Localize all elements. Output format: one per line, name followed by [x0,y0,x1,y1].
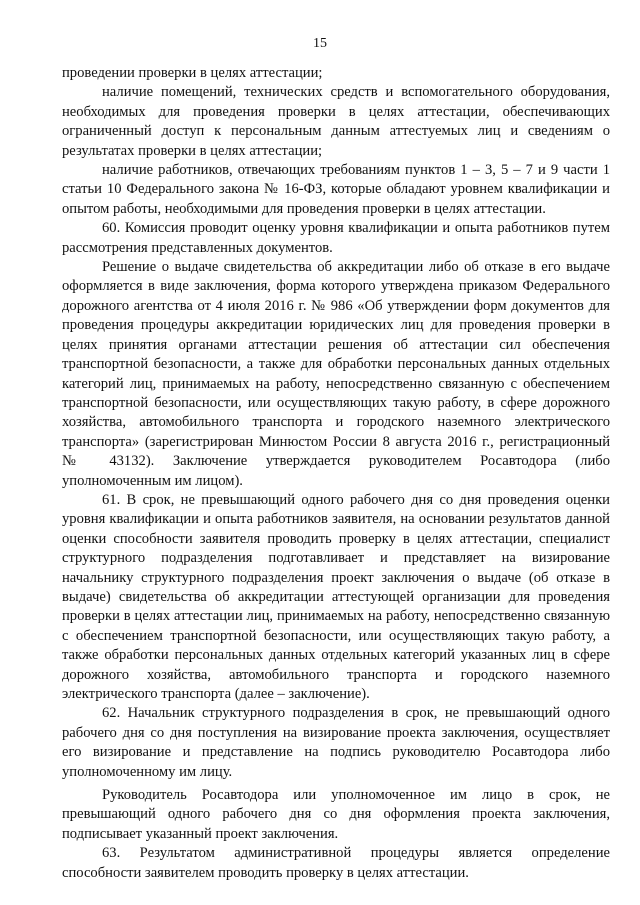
document-body [62,64,610,883]
paragraph-continuation: проведении проверки в целях аттестации; [62,65,323,81]
paragraph-clause-62: 62. Начальник структурного подразделения в срок, не превышающий одного рабочего дня со дня поступления на визирование проекта заключения, осуществляет его визирование и представление на подпись руководителю Росавтодора либо уполномоченному им лицу. [62,705,610,780]
paragraph-premises: наличие помещений, технических средств и вспомогательного оборудования, необходимых для проведения проверки в целях аттестации, обеспечивающих ограниченный доступ к персональным данным аттестуемых лиц и сведениям о результатах проверки в целях аттестации; [62,84,610,159]
paragraph-clause-61: 61. В срок, не превышающий одного рабочего дня со дня проведения оценки уровня квалификации и опыта работников заявителя, на основании результатов данной оценки способности заявителя проводить проверку в целях аттестации, специалист структурного подразделения подготавливает и представляет на визирование начальнику структурного подразделения проект заключения о выдаче (об отказе в выдаче) свидетельства об аккредитации аттестующей организации для проведения проверки в целях аттестации лиц, принимаемых на работу, непосредственно связанную с обеспечением транспортной безопасности, или осуществляющих такую работу, а также обработки персональных данных отдельных категорий указанных лиц в сфере дорожного хозяйства, автомобильного транспорта и городского наземного электрического транспорта (далее – заключение). [62,491,610,702]
paragraph-decision-form: Решение о выдаче свидетельства об аккредитации либо об отказе в его выдаче оформляется в виде заключения, форма которого утверждена приказом Федерального дорожного агентства от 4 июля 2016 г. № 986 «Об утверждении форм документов для проведения процедуры аккредитации юридических лиц для проведения проверки в целях принятия органами аттестации решения об аттестации сил обеспечения транспортной безопасности, а также для обработки персональных данных отдельных категорий лиц, принимаемых на работу, непосредственно связанную с обеспечением транспортной безопасности, или осуществляющих такую работу, в сфере дорожного хозяйства, автомобильного транспорта и городского наземного электрического транспорта» (зарегистрирован Минюстом России 8 августа 2016 г., регистрационный № 43132). Заключение утверждается руководителем Росавтодора (либо уполномоченным им лицом). [62,259,610,489]
paragraph-clause-63: 63. Результатом административной процедуры является определение способности заявителем проводить проверку в целях аттестации. [62,845,610,881]
page-number: 15 [313,36,327,51]
paragraph-staff-requirements: наличие работников, отвечающих требованиям пунктов 1 – 3, 5 – 7 и 9 части 1 статьи 10 Федерального закона № 16-ФЗ, которые обладают уровнем квалификации и опытом работы, необходимыми для проведения проверки в целях аттестации. [62,162,610,217]
paragraph-head-signs: Руководитель Росавтодора или уполномоченное им лицо в срок, не превышающий одного рабочего дня со дня оформления проекта заключения, подписывает указанный проект заключения. [62,787,610,842]
paragraph-clause-60: 60. Комиссия проводит оценку уровня квалификации и опыта работников путем рассмотрения представленных документов. [62,220,610,256]
